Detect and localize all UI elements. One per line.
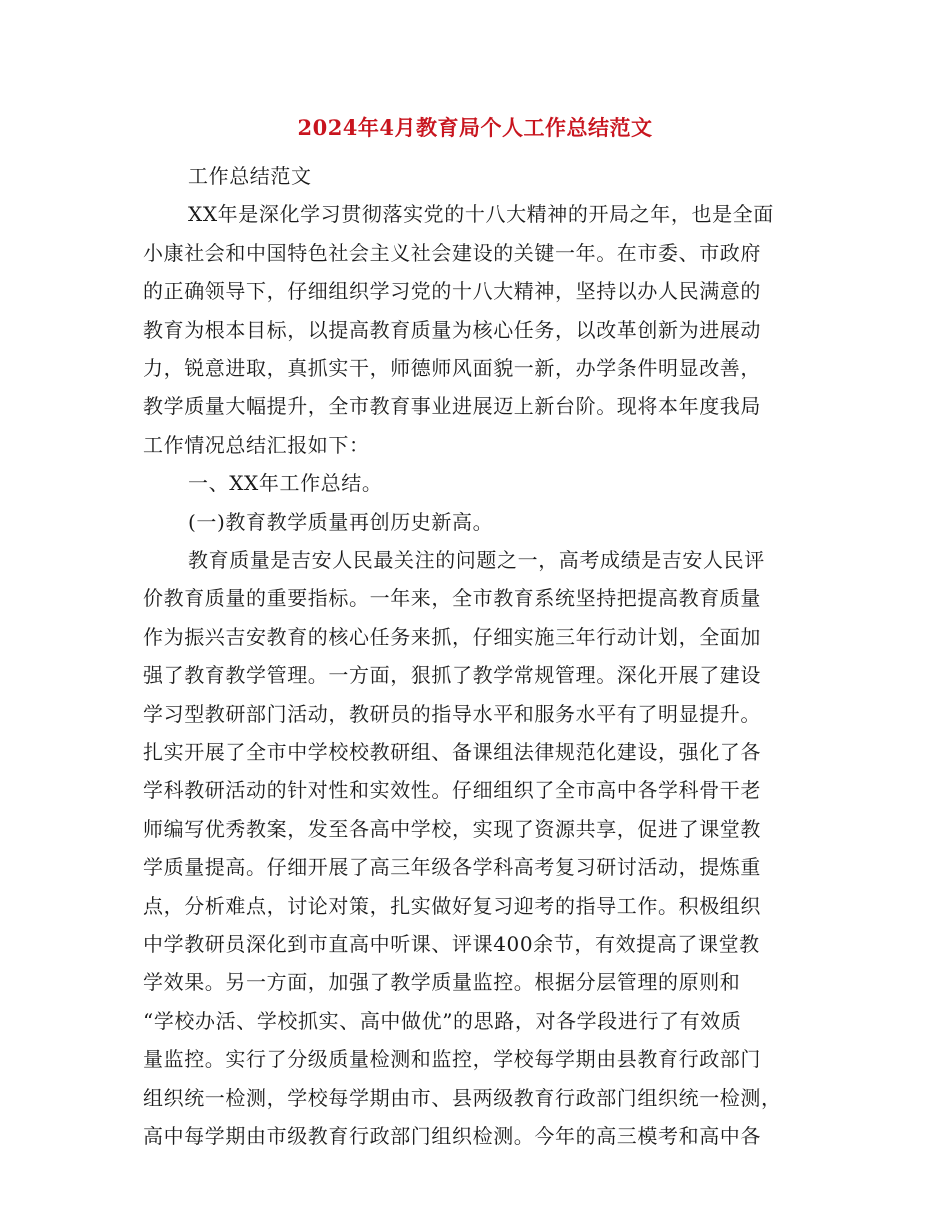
body-text-line: 师编写优秀教案，发至各高中学校，实现了资源共享，促进了课堂教 xyxy=(143,816,761,841)
body-text-line: 教育为根本目标，以提高教育质量为核心任务，以改革创新为进展动 xyxy=(143,317,761,342)
document-title: 2024年4月教育局个人工作总结范文 xyxy=(297,115,653,140)
body-text-line: 学质量提高。仔细开展了高三年级各学科高考复习研讨活动，提炼重 xyxy=(143,855,761,880)
body-text-line: 工作总结范文 xyxy=(188,164,312,188)
body-text-line: 作为振兴吉安教育的核心任务来抓，仔细实施三年行动计划，全面加 xyxy=(143,624,761,649)
body-text-line: 点，分析难点，讨论对策，扎实做好复习迎考的指导工作。积极组织 xyxy=(143,893,761,918)
body-text-line: 价教育质量的重要指标。一年来，全市教育系统坚持把提高教育质量 xyxy=(143,586,761,611)
body-text-line: 学效果。另一方面，加强了教学质量监控。根据分层管理的原则和 xyxy=(143,970,741,995)
body-text-line: 量监控。实行了分级质量检测和监控，学校每学期由县教育行政部门 xyxy=(143,1047,761,1072)
body-text-line: “学校办活、学校抓实、高中做优”的思路，对各学段进行了有效质 xyxy=(143,1008,742,1033)
body-text-line: 力，锐意进取，真抓实干，师德师风面貌一新，办学条件明显改善， xyxy=(143,356,761,380)
body-text-line: 的正确领导下，仔细组织学习党的十八大精神，坚持以办人民满意的 xyxy=(143,279,761,304)
body-text-line: (一)教育教学质量再创历史新高。 xyxy=(188,509,494,534)
body-text-line: XX年是深化学习贯彻落实党的十八大精神的开局之年，也是全面 xyxy=(188,202,774,227)
body-text-line: 高中每学期由市级教育行政部门组织检测。今年的高三模考和高中各 xyxy=(143,1124,761,1148)
body-text-line: 学科教研活动的针对性和实效性。仔细组织了全市高中各学科骨干老 xyxy=(143,778,761,803)
body-text-line: 教育质量是吉安人民最关注的问题之一，高考成绩是吉安人民评 xyxy=(188,548,765,572)
body-text-line: 教学质量大幅提升，全市教育事业进展迈上新台阶。现将本年度我局 xyxy=(143,394,761,419)
body-text-line: 工作情况总结汇报如下： xyxy=(143,432,370,457)
body-text-line: 组织统一检测，学校每学期由市、县两级教育行政部门组织统一检测， xyxy=(143,1085,782,1110)
body-text-line: 学习型教研部门活动，教研员的指导水平和服务水平有了明显提升。 xyxy=(143,701,761,726)
body-text-line: 扎实开展了全市中学校校教研组、备课组法律规范化建设，强化了各 xyxy=(143,740,761,764)
body-text-line: 强了教育教学管理。一方面，狠抓了教学常规管理。深化开展了建设 xyxy=(143,663,761,688)
body-text-line: 中学教研员深化到市直高中听课、评课400余节，有效提高了课堂教 xyxy=(143,932,760,956)
body-text-line: 一、XX年工作总结。 xyxy=(188,471,383,496)
body-text-line: 小康社会和中国特色社会主义社会建设的关键一年。在市委、市政府 xyxy=(143,240,761,265)
